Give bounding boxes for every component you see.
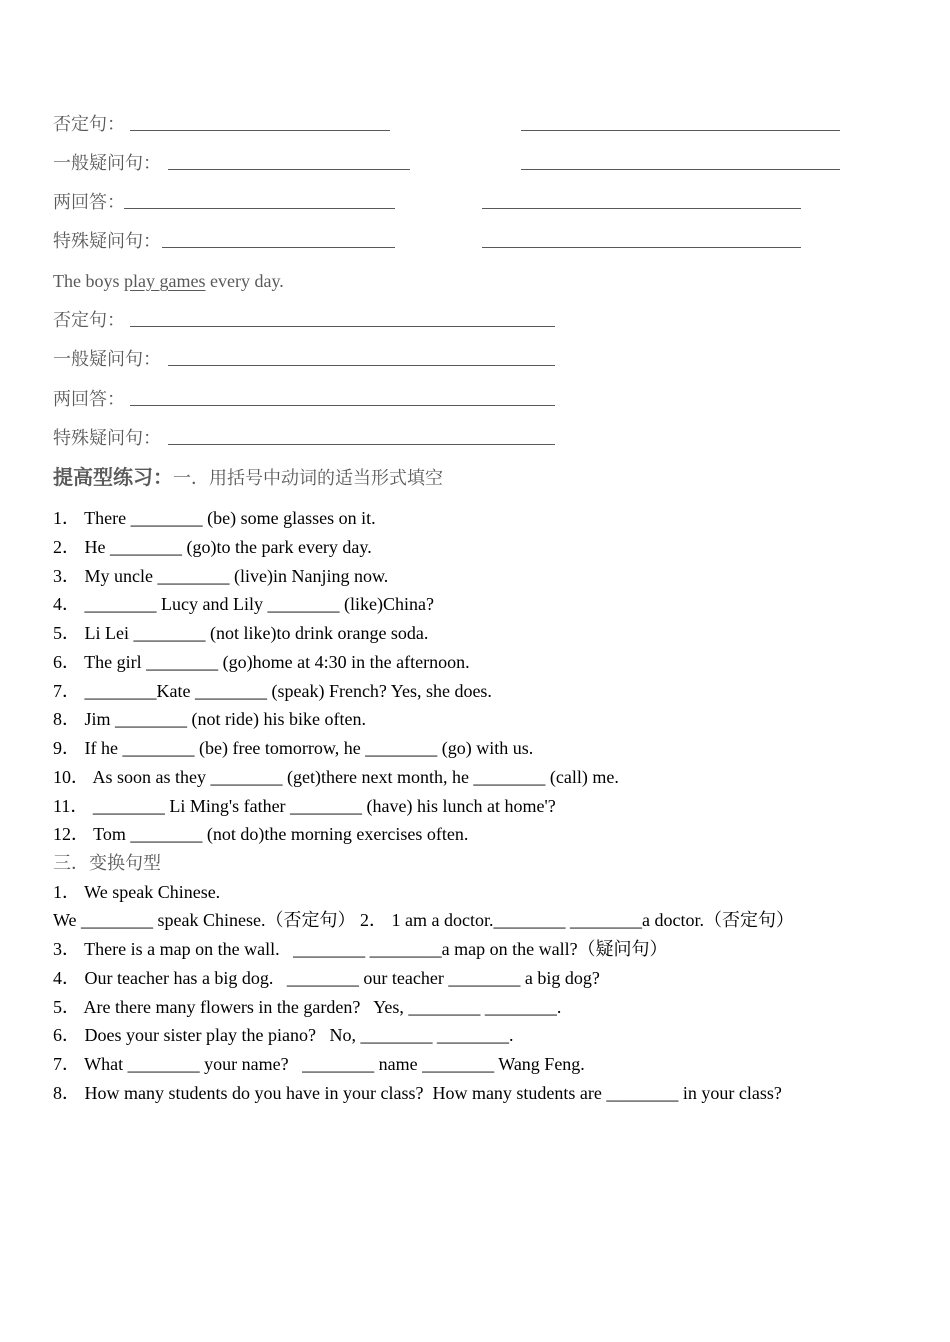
special-question-label: 特殊疑问句： [53,428,161,448]
general-question-label: 一般疑问句： [53,153,161,173]
answer-blank[interactable] [521,169,840,170]
exercise-item: 2． He ________ (go)to the park every day. [53,537,372,557]
exercise-item: 6． The girl ________ (go)home at 4:30 in the afternoon. [53,652,470,672]
answer-blank[interactable] [130,130,390,131]
exercise-item: 3． My uncle ________ (live)in Nanjing now. [53,566,389,586]
exercise-item: 4． Our teacher has a big dog. ________ our teacher ________ a big dog? [53,968,600,988]
exercise-item: 3． There is a map on the wall. ________ ________a map on the wall?（疑问句） [53,939,668,959]
negative-label: 否定句： [53,114,125,134]
exercise-item: 10． As soon as they ________ (get)there next month, he ________ (call) me. [53,767,619,787]
section-heading [53,467,443,489]
exercise-item: 9． If he ________ (be) free tomorrow, he ________ (go) with us. [53,738,534,758]
two-answers-label: 两回答： [53,192,125,212]
exercise-item: 5． Are there many flowers in the garden? Yes, ________ ________. [53,997,562,1017]
exercise-item: 7． What ________ your name? ________ name ________ Wang Feng. [53,1054,585,1074]
special-question-label: 特殊疑问句： [53,231,161,251]
answer-blank[interactable] [482,208,801,209]
exercise-item: 1． We speak Chinese. [53,882,221,902]
answer-blank[interactable] [168,365,555,366]
answer-blank[interactable] [482,247,801,248]
underlined-phrase: play games [124,271,206,291]
exercise-item: 7． ________Kate ________ (speak) French? Yes, she does. [53,681,492,701]
section-heading-text: 一．用括号中动词的适当形式填空 [173,468,443,488]
answer-blank[interactable] [124,208,395,209]
answer-blank[interactable] [162,247,395,248]
answer-blank[interactable] [168,444,555,445]
two-answers-label: 两回答： [53,389,125,409]
source-sentence [53,270,284,292]
answer-blank[interactable] [130,405,555,406]
exercise-item: 5． Li Lei ________ (not like)to drink orange soda. [53,623,429,643]
section-heading-bold: 提高型练习： [53,467,173,489]
general-question-label: 一般疑问句： [53,349,161,369]
answer-blank[interactable] [168,169,410,170]
answer-blank[interactable] [521,130,840,131]
answer-blank[interactable] [130,326,555,327]
exercise-item: 6． Does your sister play the piano? No, ________ ________. [53,1025,514,1045]
exercise-item: We ________ speak Chinese.（否定句） 2． 1 am a doctor.________ ________a doctor.（否定句） [53,910,794,930]
negative-label: 否定句： [53,310,125,330]
section-title: 三．变换句型 [53,853,161,873]
sentence-start: The boys [53,271,124,291]
exercise-item: 1． There ________ (be) some glasses on it. [53,508,376,528]
sentence-end: every day. [205,271,284,291]
exercise-item: 8． How many students do you have in your class? How many students are ________ in your class? [53,1083,782,1103]
exercise-item: 8． Jim ________ (not ride) his bike often. [53,709,366,729]
exercise-item: 11． ________ Li Ming's father ________ (have) his lunch at home'? [53,796,556,816]
exercise-item: 12． Tom ________ (not do)the morning exercises often. [53,824,469,844]
exercise-item: 4． ________ Lucy and Lily ________ (like)China? [53,594,434,614]
